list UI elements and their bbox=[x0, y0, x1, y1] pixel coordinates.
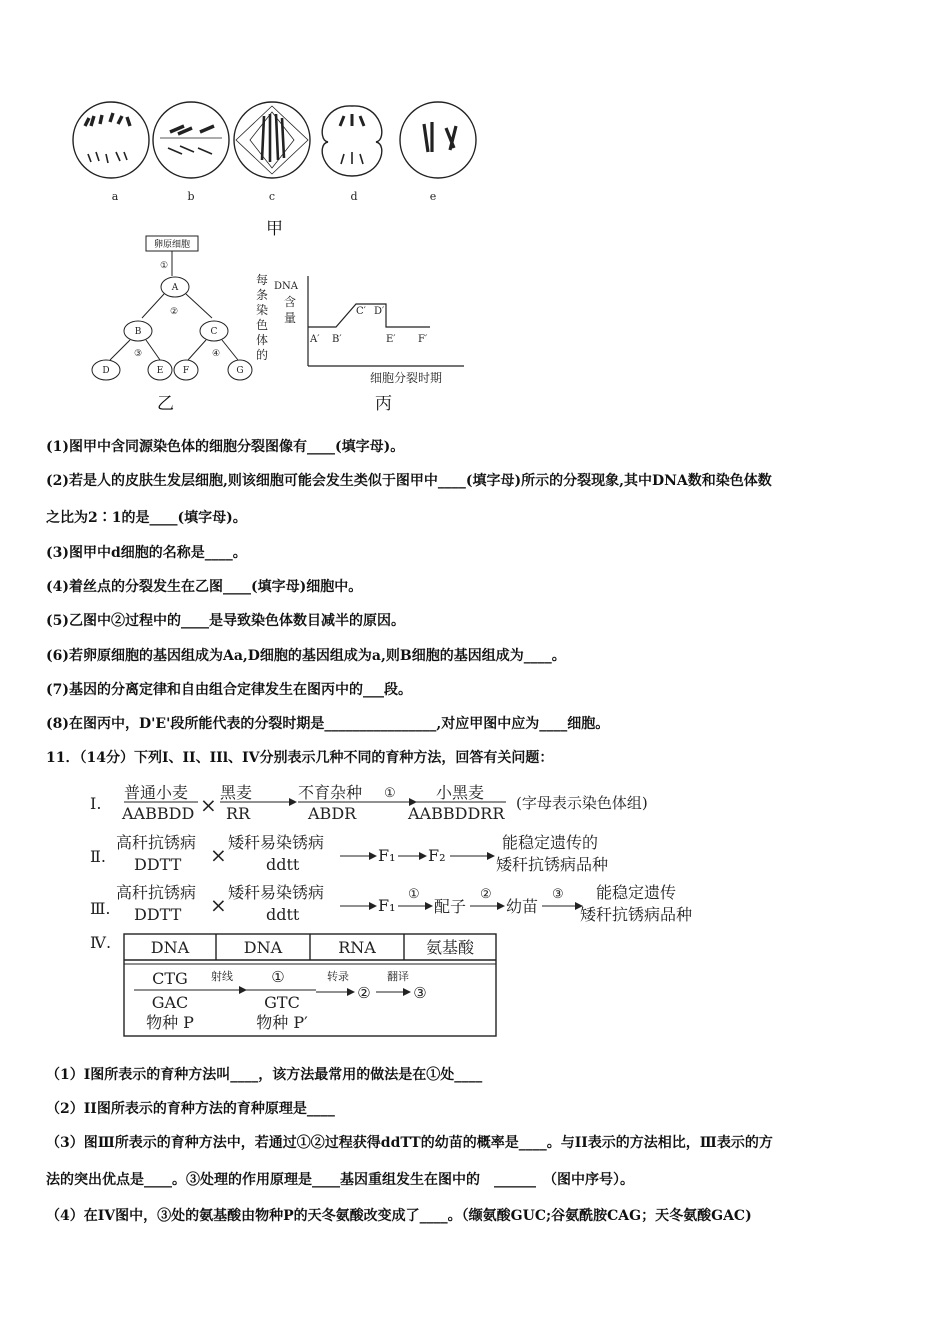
row-III-result-line2: 矮秆抗锈病品种 bbox=[580, 905, 693, 924]
q11-item-4: （4）在IV图中，③处的氨基酸由物种P的天冬氨酸改变成了____。（缬氨酸GUC;谷氨酰胺CAG；天冬氨酸GAC) bbox=[46, 1208, 752, 1224]
cell-label-c: c bbox=[268, 190, 276, 203]
cell-label-d: d bbox=[350, 190, 358, 203]
row-III-parent2: 矮秆易染锈病 bbox=[228, 883, 325, 902]
table-header-4: 氨基酸 bbox=[425, 938, 475, 957]
row-IV-roman: Ⅳ. bbox=[90, 933, 112, 952]
row-II-parent1-genome: DDTT bbox=[134, 855, 182, 874]
ylabel-char-5: 体 bbox=[255, 333, 269, 347]
strand-bottom-p: GAC bbox=[151, 993, 189, 1012]
ylabel-char-4: 色 bbox=[255, 318, 269, 332]
q10-item-3: (3)图甲中d细胞的名称是____。 bbox=[46, 545, 247, 561]
translation-label: 翻译 bbox=[387, 970, 409, 983]
cell-a bbox=[73, 102, 149, 178]
node-D: D bbox=[102, 366, 110, 376]
row-II-f1: F₁ bbox=[378, 846, 396, 865]
row-I-parent2: 黑麦 bbox=[220, 783, 253, 802]
circle-3: ③ bbox=[413, 984, 427, 1002]
step-2: ② bbox=[169, 307, 179, 317]
row-II-parent1: 高秆抗锈病 bbox=[116, 833, 197, 852]
row-II-roman: Ⅱ. bbox=[90, 847, 106, 866]
q11-title: 11．（14分）下列I、II、IIl、IV分别表示几种不同的育种方法，回答有关问题： bbox=[46, 750, 554, 766]
circle-2: ② bbox=[357, 984, 371, 1002]
q11-item-2: （2）II图所表示的育种方法的育种原理是____ bbox=[46, 1101, 335, 1117]
row-I-parent2-genome: RR bbox=[226, 804, 251, 823]
step-3: ③ bbox=[133, 349, 143, 359]
step-1: ① bbox=[159, 261, 169, 271]
row-II-parent2: 矮秆易染锈病 bbox=[228, 833, 325, 852]
row-III-parent1: 高秆抗锈病 bbox=[116, 883, 197, 902]
q11-item-1: （1）I图所表示的育种方法叫____，该方法最常用的做法是在①处____ bbox=[46, 1067, 483, 1083]
point-d: D′ bbox=[374, 306, 385, 317]
row-I-step1: ① bbox=[384, 786, 396, 801]
cell-label-b: b bbox=[187, 190, 195, 203]
row-I-roman: Ⅰ. bbox=[90, 794, 102, 813]
species-p-prime: 物种 P′ bbox=[256, 1013, 308, 1032]
row-I-cross: × bbox=[200, 793, 217, 817]
table-header-3: RNA bbox=[338, 938, 376, 957]
row-I-parent1: 普通小麦 bbox=[124, 783, 189, 802]
caption-yi: 乙 bbox=[157, 394, 174, 414]
q10-item-7: (7)基因的分离定律和自由组合定律发生在图丙中的___段。 bbox=[46, 682, 412, 698]
table-header-1: DNA bbox=[150, 938, 190, 957]
row-I-note: (字母表示染色体组) bbox=[516, 794, 648, 812]
circle-1: ① bbox=[271, 968, 285, 986]
row-III-parent1-genome: DDTT bbox=[134, 905, 182, 924]
node-A: A bbox=[171, 283, 179, 293]
q10-item-2: (2)若是人的皮肤生发层细胞,则该细胞可能会发生类似于图甲中____(填字母)所示的分裂现象,其中DNA数和染色体数 bbox=[46, 473, 772, 489]
q10-item-8: (8)在图丙中，D'E'段所能代表的分裂时期是________________,对应甲图中应为____细胞。 bbox=[46, 716, 610, 732]
cell-e bbox=[400, 102, 476, 178]
figure-yi bbox=[88, 232, 258, 392]
row-I-hybrid: 不育杂种 bbox=[298, 783, 363, 802]
ylabel-char-6: 的 bbox=[255, 348, 269, 362]
node-B: B bbox=[134, 327, 142, 337]
q10-item-6: (6)若卵原细胞的基因组成为Aa,D细胞的基因组成为a,则B细胞的基因组成为____。 bbox=[46, 648, 566, 664]
caption-bing: 丙 bbox=[375, 394, 392, 414]
row-I-hybrid-genome: ABDR bbox=[308, 804, 357, 823]
cell-b bbox=[153, 102, 229, 178]
row-III-result-line1: 能稳定遗传 bbox=[596, 883, 677, 902]
row-II-result-line1: 能稳定遗传的 bbox=[502, 833, 599, 852]
row-III-cross: × bbox=[210, 893, 227, 917]
point-f: F′ bbox=[418, 334, 428, 345]
row-III-roman: Ⅲ. bbox=[90, 899, 111, 918]
row-III-seedling: 幼苗 bbox=[506, 897, 539, 916]
ylabel-char-2: 条 bbox=[255, 288, 269, 302]
start-cell-label: 卵原细胞 bbox=[153, 240, 191, 250]
point-a: A′ bbox=[310, 334, 320, 345]
row-III-gamete: 配子 bbox=[434, 897, 467, 916]
breeding-diagram bbox=[86, 778, 726, 1040]
caption-jia: 甲 bbox=[266, 219, 283, 239]
ray-label: 射线 bbox=[211, 970, 233, 983]
ylabel-char-3: 染 bbox=[255, 303, 269, 317]
cell-c bbox=[234, 102, 310, 178]
point-b: B′ bbox=[332, 334, 342, 345]
row-III-step3: ③ bbox=[552, 887, 564, 902]
point-c: C′ bbox=[356, 306, 366, 317]
cell-label-a: a bbox=[111, 190, 119, 203]
figure-bing bbox=[250, 266, 480, 391]
row-III-step1: ① bbox=[408, 887, 420, 902]
row-I-parent1-genome: AABBDD bbox=[122, 804, 195, 823]
node-E: E bbox=[156, 366, 164, 376]
row-II-parent2-genome: ddtt bbox=[266, 855, 300, 874]
q10-item-5: (5)乙图中②过程中的____是导致染色体数目减半的原因。 bbox=[46, 613, 405, 629]
q10-item-2-cont: 之比为2∶1的是____(填字母)。 bbox=[46, 510, 247, 526]
node-F: F bbox=[182, 366, 190, 376]
node-C: C bbox=[210, 327, 218, 337]
strand-mutant: GTC bbox=[264, 993, 300, 1012]
row-II-cross: × bbox=[210, 843, 227, 867]
ylabel-char-1: 每 bbox=[255, 273, 269, 287]
q11-item-3: （3）图Ⅲ所表示的育种方法中，若通过①②过程获得ddTT的幼苗的概率是____。与II表示的方法相比，Ⅲ表示的方 bbox=[46, 1135, 773, 1151]
row-III-parent2-genome: ddtt bbox=[266, 905, 300, 924]
xlabel: 细胞分裂时期 bbox=[370, 371, 443, 385]
row-III-f1: F₁ bbox=[378, 896, 396, 915]
row-I-result-genome: AABBDDRR bbox=[408, 804, 505, 823]
cell-d bbox=[322, 106, 382, 176]
transcription-label: 转录 bbox=[327, 970, 349, 983]
q11-item-3-cont: 法的突出优点是____。③处理的作用原理是____基因重组发生在图中的 ______ （图中序号）。 bbox=[46, 1172, 634, 1188]
point-e: E′ bbox=[386, 334, 396, 345]
strand-top-p: CTG bbox=[152, 969, 188, 988]
step-4: ④ bbox=[211, 349, 221, 359]
row-II-f2: F₂ bbox=[428, 846, 446, 865]
ylabel-dna: DNA bbox=[274, 281, 298, 292]
ylabel-han: 含 bbox=[283, 295, 297, 309]
q10-item-1: (1)图甲中含同源染色体的细胞分裂图像有____(填字母)。 bbox=[46, 439, 405, 455]
cell-label-e: e bbox=[429, 190, 437, 203]
table-header-2: DNA bbox=[243, 938, 283, 957]
row-I-result: 小黑麦 bbox=[436, 783, 485, 802]
row-II-result-line2: 矮秆抗锈病品种 bbox=[496, 855, 609, 874]
q10-item-4: (4)着丝点的分裂发生在乙图____(填字母)细胞中。 bbox=[46, 579, 363, 595]
row-III-step2: ② bbox=[480, 887, 492, 902]
figure-jia bbox=[60, 92, 500, 210]
ylabel-liang: 量 bbox=[283, 311, 297, 325]
species-p: 物种 P bbox=[146, 1013, 194, 1032]
node-G: G bbox=[236, 366, 244, 376]
